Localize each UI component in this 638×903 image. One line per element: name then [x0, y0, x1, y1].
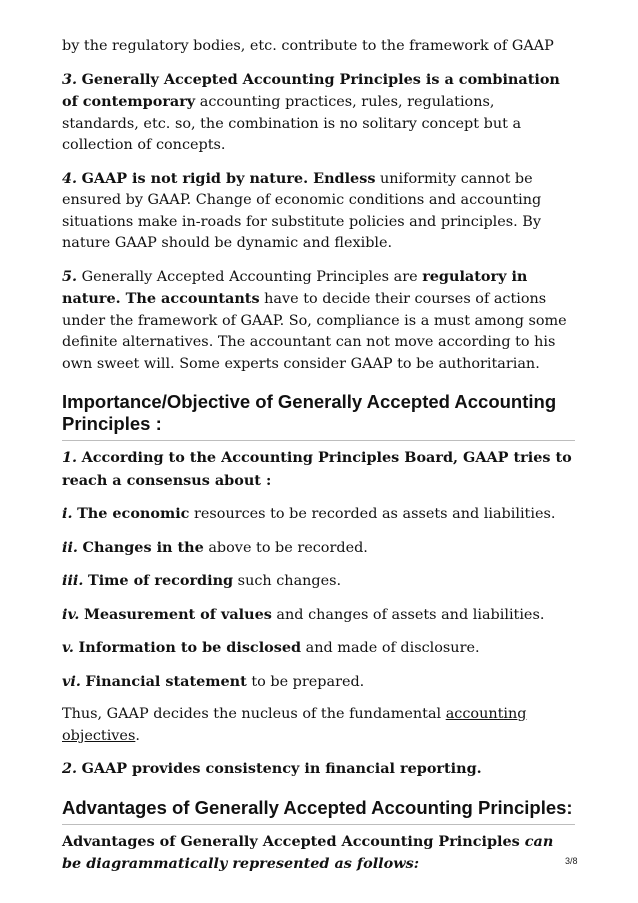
advantages-bold-text: Advantages of Generally Accepted Accounting Principles: [62, 832, 520, 850]
point-bold-text: GAAP is not rigid by nature. Endless: [81, 169, 376, 187]
point-bold-text: According to the Accounting Principles Board, GAAP tries to reach a consensus about :: [62, 449, 572, 489]
section-heading-importance: Importance/Objective of Generally Accepted Accounting Principles :: [62, 391, 575, 441]
item-number: ii.: [62, 538, 78, 556]
item-number: v.: [62, 639, 74, 656]
point-bold-text: regulatory in nature. The accountants: [62, 267, 528, 307]
paragraph-point-4: [62, 168, 575, 255]
thus-end: .: [135, 727, 140, 744]
paragraph-continuation: by the regulatory bodies, etc. contribute to the framework of GAAP: [62, 38, 554, 54]
item-text: such changes.: [233, 573, 342, 589]
list-item-i: [62, 503, 575, 526]
point-number: 2.: [62, 760, 78, 777]
item-text: and changes of assets and liabilities.: [271, 606, 545, 623]
item-bold-text: The economic: [77, 505, 190, 522]
advantages-italic-text: can be diagrammatically represented as follows:: [62, 832, 554, 872]
item-bold-text: Information to be disclosed: [78, 639, 302, 656]
section-heading-advantages: Advantages of Generally Accepted Accounting Principles:: [62, 797, 575, 825]
document-page: [62, 36, 575, 887]
list-item-iv: [62, 604, 575, 627]
item-bold-text: Time of recording: [88, 572, 234, 589]
point-text: uniformity cannot be ensured by GAAP. Change of economic conditions and accounting situations make in-roads for substitute policies and principles. By nature GAAP should be dynamic and flexible.: [62, 170, 542, 251]
point-text: accounting practices, rules, regulations, standards, etc. so, the combination is no solitary concept but a collection of concepts.: [62, 94, 522, 153]
point-number: 1.: [62, 449, 78, 466]
point-text: have to decide their courses of actions under the framework of GAAP. So, compliance is a must among some definite alternatives. The accountant can not move according to his own sweet will. Some experts consider GAAP to be authoritarian.: [62, 291, 567, 372]
page-number: 3/8: [565, 856, 578, 866]
item-bold-text: Measurement of values: [83, 605, 272, 623]
point-text: Generally Accepted Accounting Principles are: [77, 268, 423, 285]
item-number: i.: [62, 505, 73, 522]
paragraph-point-5: [62, 266, 575, 376]
list-item-iii: [62, 570, 575, 593]
item-number: vi.: [62, 672, 81, 690]
objective-1: [62, 447, 575, 492]
item-bold-text: Changes in the: [82, 538, 204, 556]
point-number: 5.: [62, 267, 78, 285]
list-item-ii: [62, 537, 575, 560]
point-number: 4.: [62, 169, 78, 187]
paragraph-thus: [62, 704, 575, 747]
item-text: and made of disclosure.: [301, 640, 480, 656]
accounting-objectives-link[interactable]: accounting objectives: [62, 706, 527, 744]
item-number: iv.: [62, 605, 80, 623]
list-item-v: [62, 637, 575, 660]
thus-text: Thus, GAAP decides the nucleus of the fundamental: [62, 706, 446, 722]
objective-2: [62, 758, 575, 781]
advantages-intro: [62, 831, 575, 876]
item-number: iii.: [62, 572, 84, 589]
item-text: to be prepared.: [246, 673, 365, 690]
point-bold-text: Generally Accepted Accounting Principles is a combination of contemporary: [62, 70, 560, 110]
item-bold-text: Financial statement: [85, 672, 247, 690]
item-text: above to be recorded.: [203, 539, 368, 556]
item-text: resources to be recorded as assets and liabilities.: [189, 506, 556, 522]
paragraph-point-3: [62, 69, 575, 157]
point-bold-text: GAAP provides consistency in financial reporting.: [81, 760, 482, 777]
point-number: 3.: [62, 70, 78, 88]
list-item-vi: [62, 671, 575, 694]
